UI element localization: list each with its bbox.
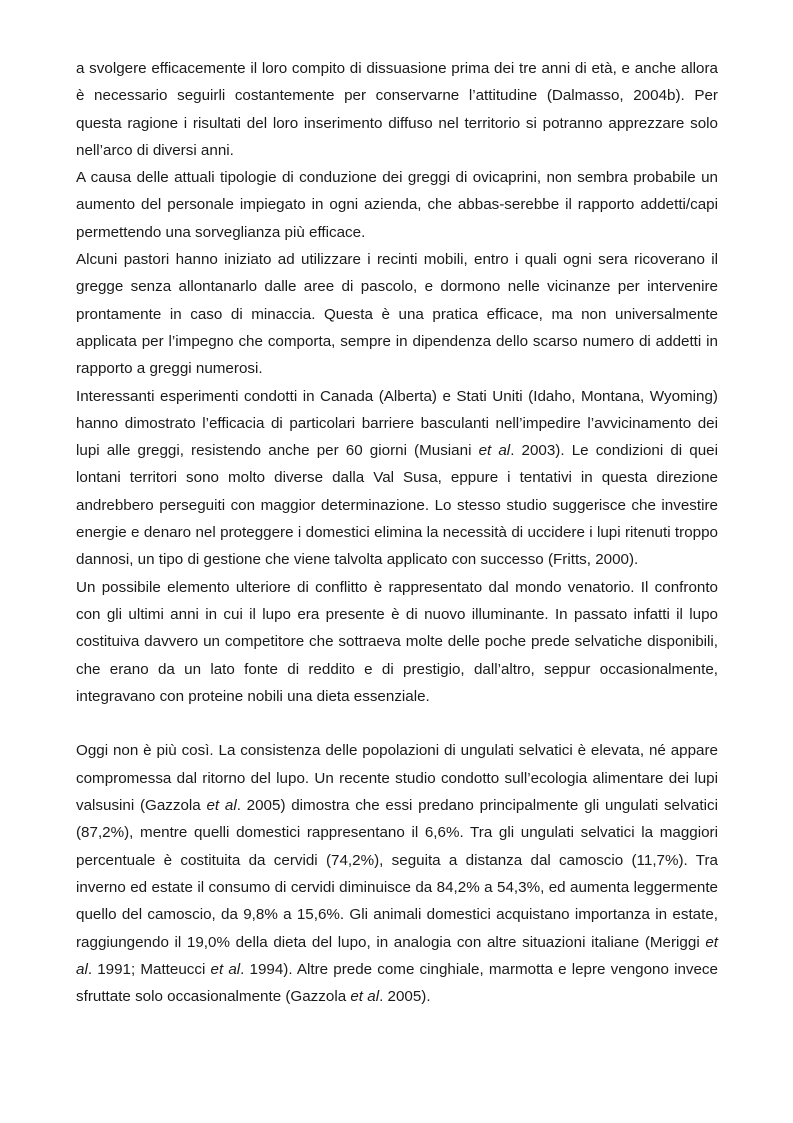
text-segment: . 2003). Le condizioni di quei lontani territori sono molto diverse dalla Val Susa, eppure i tentativi in questa direzione andrebbero perseguiti con maggior determinazione. Lo stesso studio suggerisce che investire energie e denaro nel proteggere i domestici elimina la necessità di uccidere i lupi ritenuti troppo dannosi, un tipo di gestione che viene talvolta applicato con successo (Fritts, 2000).: [76, 442, 719, 569]
text-segment: Alcuni pastori hanno iniziato ad utilizzare i recinti mobili, entro i quali ogni sera ricoverano il gregge senza allontanarlo dalle aree di pascolo, e dormono nelle vicinanze per intervenire prontamente in caso di minaccia. Questa è una pratica efficace, ma non universalmente applicata per l’impegno che comporta, sempre in dipendenza dello scarso numero di addetti in rapporto a greggi numerosi.: [76, 251, 718, 378]
text-segment: Oggi non è più così. La consistenza delle popolazioni di ungulati selvatici è elevata, né appare compromessa dal ritorno del lupo. Un recente studio condotto sull’ecologia alimentare dei lupi valsusini (Gazzola: [76, 742, 718, 815]
paragraph: [76, 383, 718, 574]
italic-segment: et al: [76, 933, 718, 978]
paragraph: [76, 246, 718, 382]
paragraph: [76, 55, 718, 164]
italic-segment: et al: [210, 960, 241, 978]
paragraph: [76, 164, 718, 246]
text-segment: . 2005).: [379, 988, 431, 1006]
text-segment: . 1991; Matteucci: [87, 960, 211, 978]
text-segment: . 1994). Altre prede come cinghiale, marmotta e lepre vengono invece sfruttate solo occasionalmente (Gazzola: [76, 960, 718, 1006]
text-segment: Interessanti esperimenti condotti in Canada (Alberta) e Stati Uniti (Idaho, Montana, Wyoming) hanno dimostrato l’efficacia di particolari barriere basculanti nell’impedire l’avvicinamento dei lupi alle greggi, resistendo anche per 60 giorni (Musiani: [76, 387, 718, 460]
paragraph-gap: [76, 710, 718, 737]
text-segment: Un possibile elemento ulteriore di conflitto è rappresentato dal mondo venatorio. Il confronto con gli ultimi anni in cui il lupo era presente è di nuovo illuminante. In passato infatti il lupo costituiva davvero un competitore che sottraeva molte delle poche prede selvatiche disponibili, che erano da un lato fonte di reddito e di prestigio, dall’altro, seppur occasionalmente, integravano con proteine nobili una dieta essenziale.: [76, 578, 718, 705]
document-page: [76, 55, 718, 1010]
text-segment: a svolgere efficacemente il loro compito di dissuasione prima dei tre anni di età, e anche allora è necessario seguirli costantemente per conservarne l’attitudine (Dalmasso, 2004b). Per questa ragione i risultati del loro inserimento diffuso nel territorio si potranno apprezzare solo nell’arco di diversi anni.: [76, 60, 718, 159]
italic-segment: et al: [478, 442, 511, 460]
text-segment: . 2005) dimostra che essi predano principalmente gli ungulati selvatici (87,2%), mentre quelli domestici rappresentano il 6,6%. Tra gli ungulati selvatici la maggiori percentuale è costituita da cervidi (74,2%), seguita a distanza dal camoscio (11,7%). Tra inverno ed estate il consumo di cervidi diminuisce da 84,2% a 54,3%, ed aumenta leggermente quello del camoscio, da 9,8% a 15,6%. Gli animali domestici acquistano importanza in estate, raggiungendo il 19,0% della dieta del lupo, in analogia con altre situazioni italiane (Meriggi: [76, 797, 718, 951]
italic-segment: et al: [206, 797, 237, 815]
text-segment: A causa delle attuali tipologie di conduzione dei greggi di ovicaprini, non sembra probabile un aumento del personale impiegato in ogni azienda, che abbas-serebbe il rapporto addetti/capi permettendo una sorveglianza più efficace.: [76, 169, 718, 241]
paragraph: [76, 574, 718, 710]
paragraph: [76, 737, 718, 1010]
italic-segment: et al: [350, 988, 380, 1006]
